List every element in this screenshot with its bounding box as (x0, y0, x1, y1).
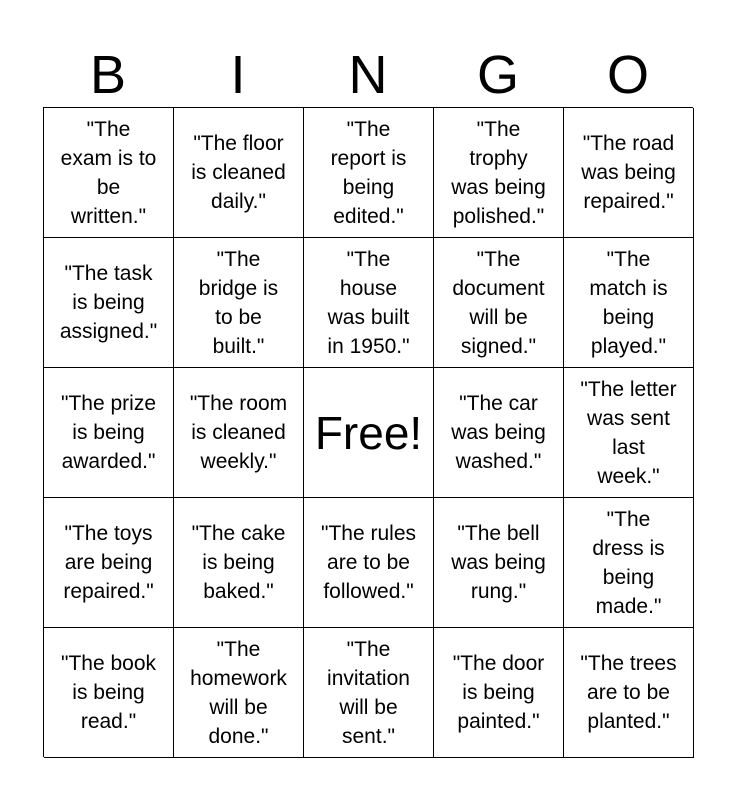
bingo-cell[interactable] (44, 368, 174, 498)
bingo-cell[interactable] (434, 238, 564, 368)
bingo-cell-text: "The car was being washed." (451, 392, 546, 473)
bingo-cell-text: "The trophy was being polished." (451, 117, 546, 228)
bingo-cell-text: "The cake is being baked." (191, 522, 286, 603)
bingo-cell[interactable] (174, 498, 304, 628)
bingo-cell-free[interactable] (304, 368, 434, 498)
bingo-cell[interactable] (564, 238, 694, 368)
bingo-cell[interactable] (564, 498, 694, 628)
bingo-cell[interactable] (304, 108, 434, 238)
bingo-cell[interactable] (304, 628, 434, 758)
bingo-header (43, 44, 693, 106)
bingo-cell-text: "The invitation will be sent." (327, 637, 410, 748)
bingo-cell-text: "The dress is being made." (592, 507, 665, 618)
header-letter-g: G (476, 45, 519, 105)
header-letter-n: N (348, 45, 388, 105)
bingo-cell[interactable] (44, 628, 174, 758)
bingo-card-grid (43, 107, 693, 757)
bingo-cell[interactable] (304, 498, 434, 628)
bingo-cell[interactable] (434, 108, 564, 238)
bingo-cell[interactable] (304, 238, 434, 368)
bingo-cell-text: "The road was being repaired." (581, 132, 676, 213)
bingo-cell-text: "The prize is being awarded." (61, 392, 156, 473)
bingo-cell-text: "The trees are to be planted." (580, 652, 677, 733)
bingo-cell-text: "The task is being assigned." (59, 262, 158, 343)
bingo-cell-text: "The book is being read." (60, 652, 156, 733)
bingo-cell[interactable] (44, 108, 174, 238)
bingo-cell-text: "The document will be signed." (452, 247, 545, 358)
bingo-cell[interactable] (44, 498, 174, 628)
bingo-cell[interactable] (564, 628, 694, 758)
bingo-cell[interactable] (564, 108, 694, 238)
bingo-cell-text: "The door is being painted." (452, 652, 545, 733)
bingo-cell[interactable] (174, 628, 304, 758)
free-space-label: Free! (314, 406, 423, 459)
bingo-cell[interactable] (174, 368, 304, 498)
bingo-cell-text: "The homework will be done." (190, 637, 287, 748)
header-letter-o: O (606, 45, 649, 105)
header-letter-i: I (230, 45, 246, 105)
bingo-cell[interactable] (174, 238, 304, 368)
bingo-cell-text: "The match is being played." (589, 247, 668, 358)
bingo-cell-text: "The house was built in 1950." (327, 247, 410, 358)
bingo-cell[interactable] (44, 238, 174, 368)
bingo-cell[interactable] (174, 108, 304, 238)
bingo-cell[interactable] (564, 368, 694, 498)
bingo-cell-text: "The rules are to be followed." (321, 522, 416, 603)
bingo-cell-text: "The bridge is to be built." (198, 247, 279, 358)
bingo-cell-text: "The room is cleaned weekly." (189, 392, 288, 473)
bingo-cell-text: "The exam is to be written." (60, 117, 157, 228)
bingo-cell-text: "The report is being edited." (330, 117, 407, 228)
bingo-cell-text: "The toys are being repaired." (63, 522, 154, 603)
bingo-cell[interactable] (434, 368, 564, 498)
header-letter-b: B (89, 45, 127, 105)
bingo-cell-text: "The floor is cleaned daily." (191, 132, 286, 213)
bingo-cell-text: "The letter was sent last week." (580, 377, 677, 488)
bingo-cell[interactable] (434, 498, 564, 628)
bingo-cell-text: "The bell was being rung." (451, 522, 546, 603)
bingo-cell[interactable] (434, 628, 564, 758)
